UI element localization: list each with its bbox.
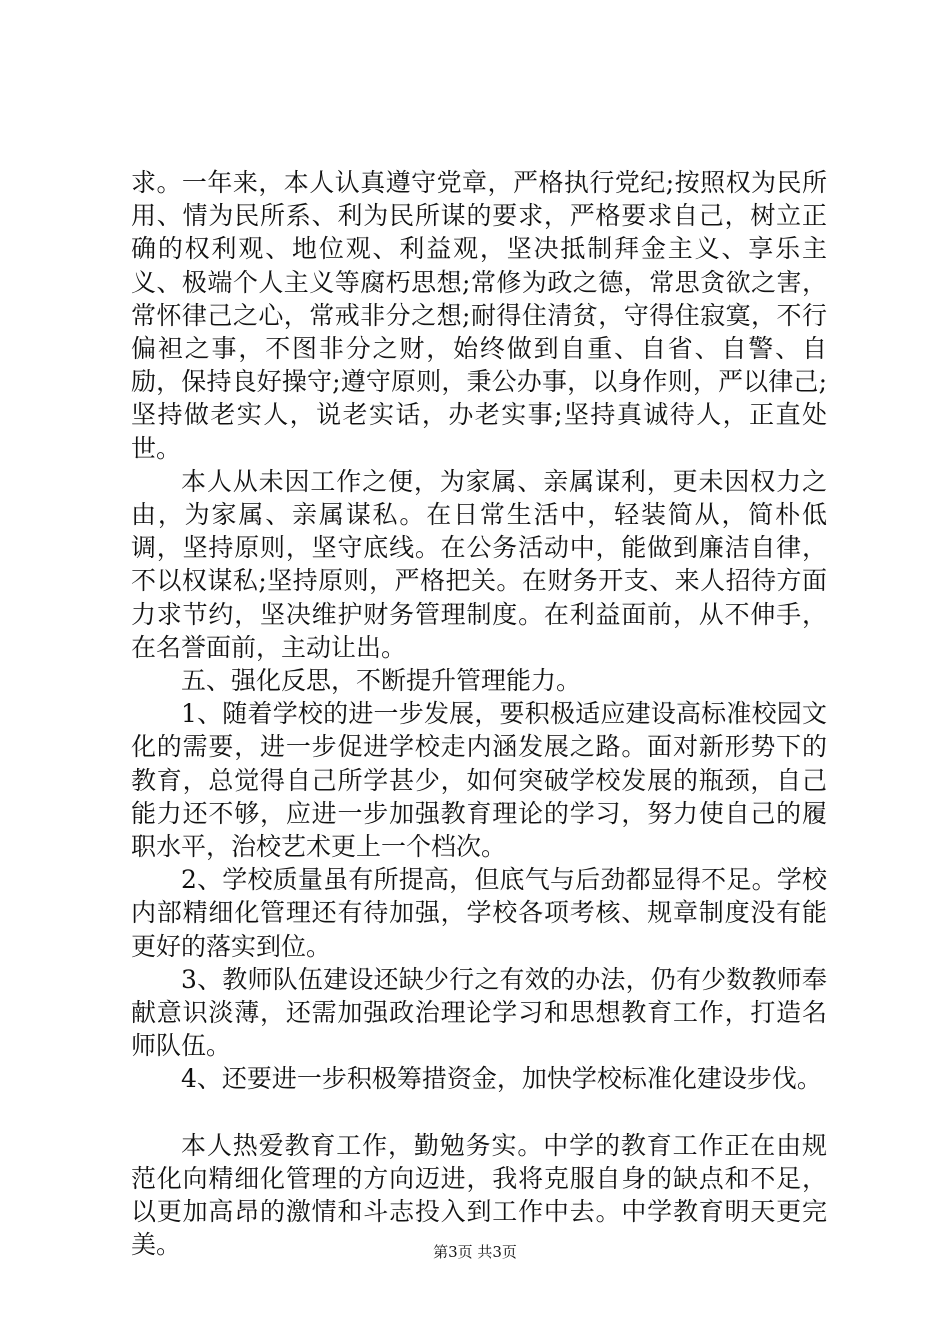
- list-item-1: 1、随着学校的进一步发展，要积极适应建设高标准校园文化的需要，进一步促进学校走内涵发展之路。面对新形势下的教育，总觉得自己所学甚少，如何突破学校发展的瓶颈，自己能力还不够，应进一步加强教育理论的学习，努力使自己的履职水平，治校艺术更上一个档次。: [131, 699, 827, 862]
- list-item-3: 3、教师队伍建设还缺少行之有效的办法，仍有少数教师奉献意识淡薄，还需加强政治理论学习和思想教育工作，打造名师队伍。: [131, 964, 827, 1061]
- page-footer: 第3页 共3页: [433, 1243, 517, 1261]
- list-item-4: 4、还要进一步积极筹措资金，加快学校标准化建设步伐。: [181, 1064, 822, 1094]
- paragraph-conclusion: 本人热爱教育工作，勤勉务实。中学的教育工作正在由规范化向精细化管理的方向迈进，我将克服自身的缺点和不足，以更加高昂的激情和斗志投入到工作中去。中学教育明天更完美。: [131, 1130, 827, 1260]
- list-item-2: 2、学校质量虽有所提高，但底气与后劲都显得不足。学校内部精细化管理还有待加强，学校各项考核、规章制度没有能更好的落实到位。: [131, 865, 827, 961]
- blank-line: [131, 1096, 827, 1129]
- section-heading-reflection: 五、强化反思，不断提升管理能力。: [181, 666, 582, 696]
- paragraph-integrity: 本人从未因工作之便，为家属、亲属谋利，更未因权力之由，为家属、亲属谋私。在日常生活中，轻装简从，简朴低调，坚持原则，坚守底线。在公务活动中，能做到廉洁自律，不以权谋私;坚持原则，严格把关。在财务开支、来人招待方面力求节约，坚决维护财务管理制度。在利益面前，从不伸手，在名誉面前，主动让出。: [131, 466, 827, 662]
- paragraph-continuation: 求。一年来，本人认真遵守党章，严格执行党纪;按照权为民所用、情为民所系、利为民所谋的要求，严格要求自己，树立正确的权利观、地位观、利益观，坚决抵制拜金主义、享乐主义、极端个人主义等腐朽思想;常修为政之德，常思贪欲之害，常怀律己之心，常戒非分之想;耐得住清贫，守得住寂寞，不行偏袒之事，不图非分之财，始终做到自重、自省、自警、自励，保持良好操守;遵守原则，秉公办事，以身作则，严以律己;坚持做老实人，说老实话，办老实事;坚持真诚待人，正直处世。: [131, 168, 827, 463]
- document-body: [131, 166, 827, 1262]
